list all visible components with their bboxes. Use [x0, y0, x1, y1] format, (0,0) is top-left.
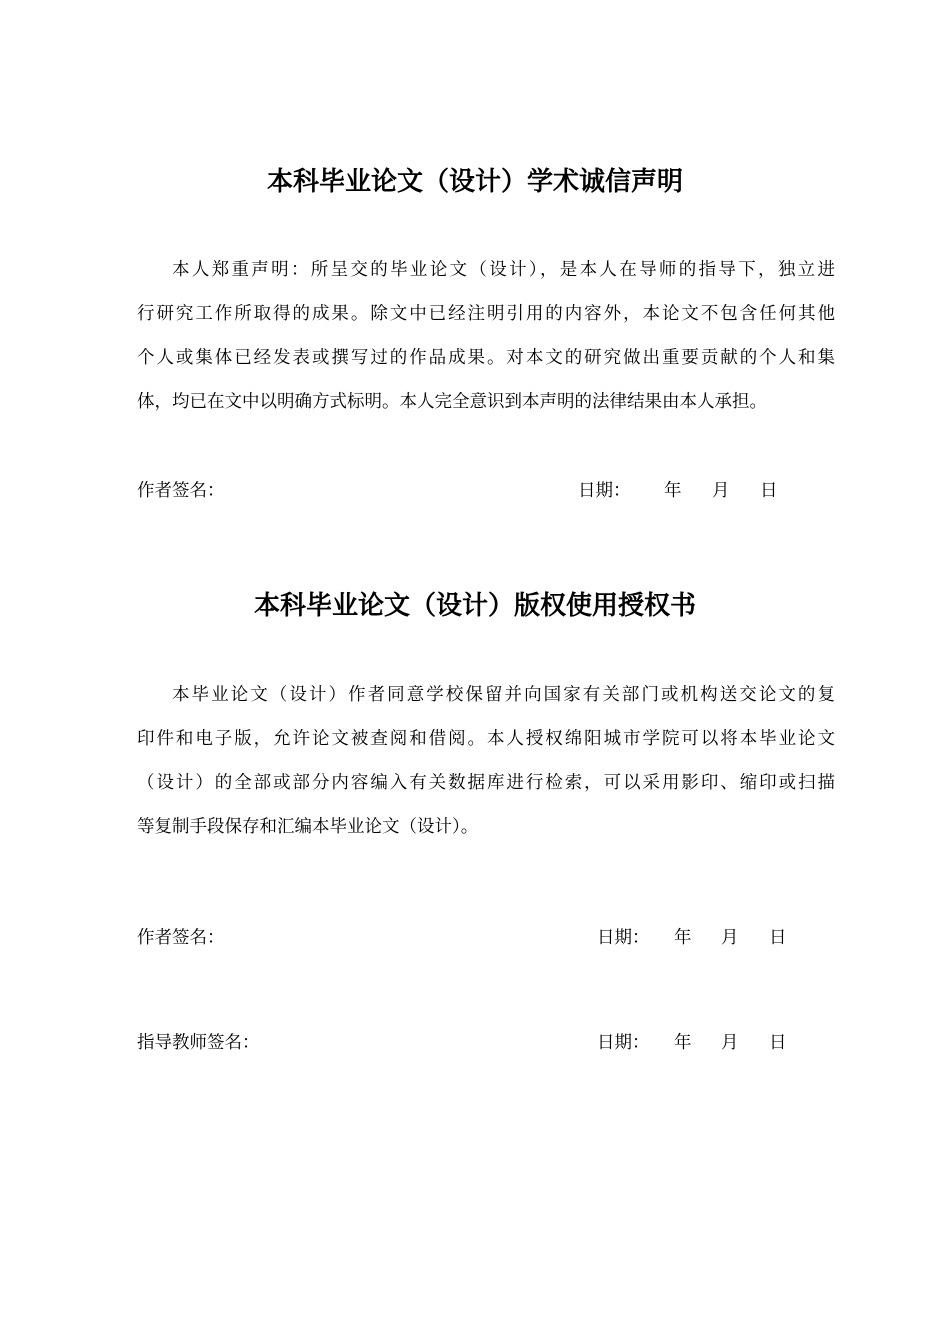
- integrity-year-label: 年: [664, 481, 682, 501]
- integrity-line-2: 行研究工作所取得的成果。除文中已经注明引用的内容外，本论文不包含任何其他: [137, 304, 835, 324]
- copyright-author-month-label: 月: [721, 928, 739, 948]
- copyright-author-date-label: 日期：: [597, 928, 650, 948]
- copyright-advisor-date-label: 日期：: [597, 1033, 650, 1053]
- copyright-advisor-day-label: 日: [769, 1033, 787, 1053]
- integrity-line-3: 个人或集体已经发表或撰写过的作品成果。对本文的研究做出重要贡献的个人和集: [137, 348, 835, 368]
- integrity-paragraph: [137, 248, 835, 424]
- integrity-month-label: 月: [712, 481, 730, 501]
- copyright-line-3: （设计）的全部或部分内容编入有关数据库进行检索，可以采用影印、缩印或扫描: [137, 773, 835, 793]
- integrity-author-signature-label: 作者签名：: [137, 481, 225, 501]
- integrity-title: 本科毕业论文（设计）学术诚信声明: [266, 167, 683, 197]
- copyright-line-2: 印件和电子版，允许论文被查阅和借阅。本人授权绵阳城市学院可以将本毕业论文: [137, 729, 835, 749]
- copyright-line-1: 本毕业论文（设计）作者同意学校保留并向国家有关部门或机构送交论文的复: [172, 685, 835, 705]
- copyright-advisor-year-label: 年: [674, 1033, 692, 1053]
- copyright-line-4: 等复制手段保存和汇编本毕业论文（设计）。: [137, 817, 479, 837]
- copyright-author-signature-label: 作者签名：: [137, 928, 225, 948]
- copyright-advisor-signature-label: 指导教师签名：: [137, 1033, 260, 1053]
- copyright-paragraph: [137, 673, 835, 849]
- copyright-author-year-label: 年: [674, 928, 692, 948]
- integrity-line-1: 本人郑重声明：所呈交的毕业论文（设计），是本人在导师的指导下，独立进: [172, 260, 835, 280]
- copyright-title: 本科毕业论文（设计）版权使用授权书: [253, 591, 696, 621]
- integrity-date-label: 日期：: [578, 481, 631, 501]
- integrity-line-4: 体，均已在文中以明确方式标明。本人完全意识到本声明的法律结果由本人承担。: [137, 392, 767, 412]
- integrity-day-label: 日: [760, 481, 778, 501]
- copyright-author-day-label: 日: [769, 928, 787, 948]
- copyright-advisor-month-label: 月: [721, 1033, 739, 1053]
